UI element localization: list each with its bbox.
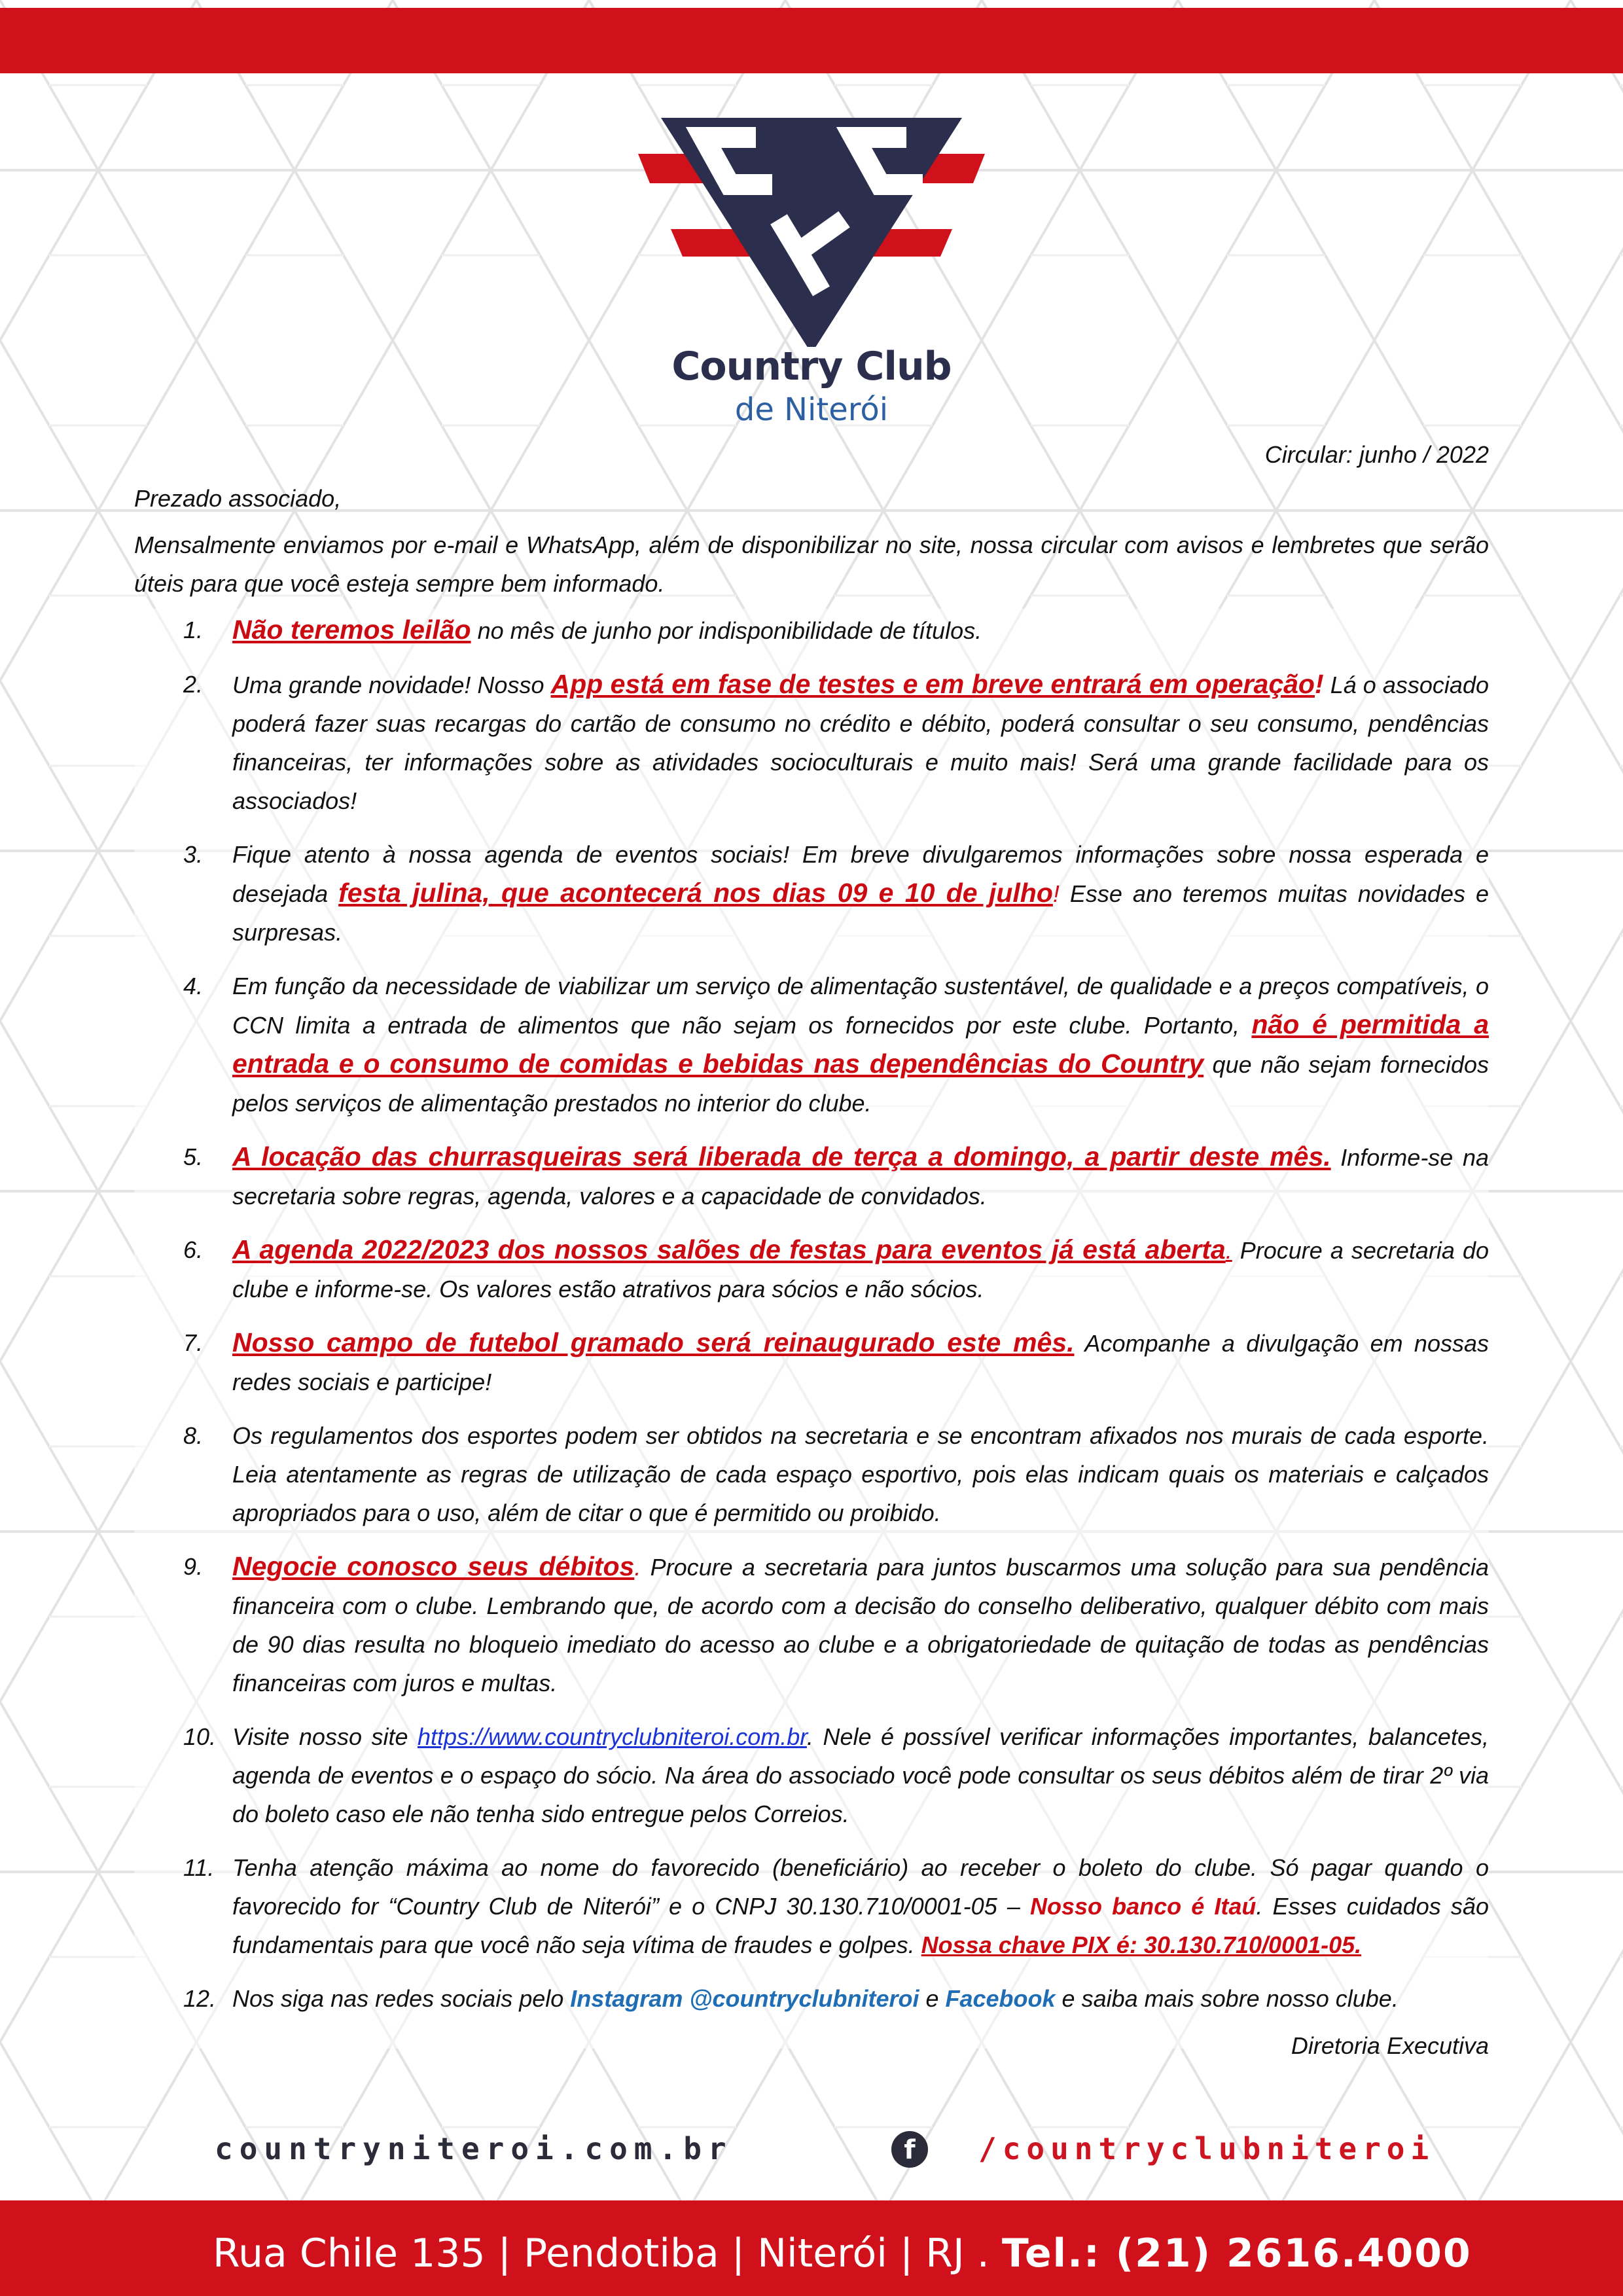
ccn-emblem — [632, 111, 991, 347]
item-text-pre: Fique atento à nossa agenda de eventos sociais! Em breve divulgaremos informações sobre nossa esperada e desejada — [232, 841, 1489, 907]
list-item-8 — [134, 1416, 1489, 1532]
instagram-link[interactable]: Instagram @countryclubniteroi — [570, 1985, 919, 2012]
item-text: Acompanhe a divulgação em nossas redes sociais e participe! — [232, 1330, 1489, 1395]
top-red-band — [0, 8, 1623, 73]
footer-address — [213, 2231, 1522, 2276]
list-item-10 — [134, 1717, 1489, 1833]
item-number: 10. — [183, 1723, 217, 1750]
item-text: Procure a secretaria para juntos buscarmos uma solução para sua pendência financeira com o clube. Lembrando que, de acordo com a decisão do conselho deliberativo, qualquer débito com mais de 90 dias resulta no bloqueio imediato do acesso ao clube e a obrigatoriedade de quitação de todas as pendências financeiras com juros e multas. — [232, 1554, 1489, 1696]
item-highlight: A agenda 2022/2023 dos nossos salões de festas para eventos já está aberta — [232, 1234, 1226, 1265]
item-mark: . — [1225, 1237, 1232, 1264]
facebook-link[interactable]: Facebook — [945, 1985, 1056, 2012]
item-text-pre: Uma grande novidade! Nosso — [232, 672, 551, 698]
address-text: Rua Chile 135 | Pendotiba | Niterói | RJ . — [213, 2231, 1002, 2276]
item-text-pre: Tenha atenção máxima ao nome do favorecido (beneficiário) ao receber o boleto do clube. Só pagar quando o favorecido for “Country Club de Niterói” e o CNPJ 30.130.710/0001-05 – — [232, 1854, 1489, 1920]
item-text: Lá o associado poderá fazer suas recargas do cartão de consumo no crédito e débito, poderá consultar o seu consumo, pendências financeiras, ter informações sobre as atividades socioculturais e muito mais! Será uma grande facilidade para os associados! — [232, 672, 1489, 814]
item-text: Informe-se na secretaria sobre regras, agenda, valores e a capacidade de convidados. — [232, 1144, 1489, 1210]
item-number: 6. — [183, 1236, 204, 1263]
list-item-6 — [134, 1230, 1489, 1308]
item-mark: ! — [1314, 669, 1324, 699]
list-item-2 — [134, 665, 1489, 820]
club-logo — [632, 111, 991, 432]
pix-key-notice: Nossa chave PIX é: 30.130.710/0001-05. — [921, 1931, 1362, 1958]
list-item-5 — [134, 1138, 1489, 1215]
item-number: 2. — [183, 671, 204, 698]
item-highlight: Não teremos leilão — [232, 615, 471, 645]
item-highlight: não é permitida a entrada e o consumo de comidas e bebidas nas dependências do Country — [232, 1009, 1489, 1079]
item-number: 9. — [183, 1553, 204, 1580]
logo-title: Country Club — [671, 344, 952, 389]
item-text: Procure a secretaria do clube e informe-se. Os valores estão atrativos para sócios e não sócios. — [232, 1237, 1489, 1302]
item-highlight: App está em fase de testes e em breve entrará em operação — [550, 669, 1315, 699]
item-mark: ! — [1052, 880, 1060, 907]
item-highlight: Nosso campo de futebol gramado será reinaugurado este mês. — [232, 1327, 1075, 1357]
item-text: que não sejam fornecidos pelos serviços de alimentação prestados no interior do clube. — [232, 1051, 1489, 1117]
footer-social-handle[interactable]: /countryclubniteroi — [978, 2131, 1435, 2166]
item-text-pre: Nos siga nas redes sociais pelo — [232, 1985, 571, 2012]
item-text: . Nele é possível verificar informações importantes, balancetes, agenda de eventos e o espaço do sócio. Na área do associado você pode consultar os seus débitos além de tirar 2º via do boleto caso ele não tenha sido entregue pelos Correios. — [232, 1723, 1489, 1827]
website-link[interactable]: https://www.countryclubniteroi.com.br — [418, 1723, 807, 1750]
item-highlight: A locação das churrasqueiras será liberada de terça a domingo, a partir deste mês. — [232, 1141, 1331, 1172]
list-item-3 — [134, 835, 1489, 952]
item-number: 12. — [183, 1985, 217, 2012]
circular-body — [134, 435, 1489, 2065]
item-highlight: Negocie conosco seus débitos — [232, 1551, 635, 1581]
item-number: 1. — [183, 617, 204, 643]
item-text-and: e — [919, 1985, 946, 2012]
item-text-pre: Visite nosso site — [232, 1723, 418, 1750]
item-number: 4. — [183, 973, 204, 999]
item-mark: . — [634, 1554, 641, 1581]
item-text: e saiba mais sobre nosso clube. — [1055, 1985, 1399, 2012]
item-number: 11. — [183, 1854, 215, 1881]
item-number: 7. — [183, 1329, 204, 1356]
phone-number: Tel.: (21) 2616.4000 — [1001, 2231, 1472, 2276]
item-text: Esse ano teremos muitas novidades e surpresas. — [232, 880, 1489, 946]
list-item-7 — [134, 1323, 1489, 1401]
footer-contacts — [0, 2127, 1623, 2176]
circular-date: Circular: junho / 2022 — [1264, 441, 1489, 468]
list-item-11 — [134, 1848, 1489, 1964]
item-number: 8. — [183, 1422, 204, 1449]
item-number: 3. — [183, 841, 204, 868]
item-text: Os regulamentos dos esportes podem ser obtidos na secretaria e se encontram afixados nos murais de cada esporte. Leia atentamente as regras de utilização de cada espaço esportivo, pois elas indicam quais os materiais e calçados apropriados para o uso, além de citar o que é permitido ou proibido. — [232, 1422, 1489, 1526]
greeting: Prezado associado, — [134, 485, 342, 512]
footer-website[interactable]: countryniteroi.com.br — [215, 2131, 733, 2166]
bank-notice: Nosso banco é Itaú — [1029, 1893, 1257, 1920]
intro-paragraph: Mensalmente enviamos por e-mail e WhatsApp, além de disponibilizar no site, nossa circular com avisos e lembretes que serão úteis para que você esteja sempre bem informado. — [134, 531, 1489, 597]
item-number: 5. — [183, 1143, 204, 1170]
list-item-1 — [134, 611, 1489, 650]
list-item-9 — [134, 1547, 1489, 1702]
facebook-icon: f — [891, 2131, 928, 2168]
item-text: no mês de junho por indisponibilidade de títulos. — [471, 617, 982, 644]
item-highlight: festa julina, que acontecerá nos dias 09 e 10 de julho — [338, 878, 1053, 908]
list-item-4 — [134, 967, 1489, 1122]
signature: Diretoria Executiva — [1291, 2032, 1489, 2059]
item-text-pre: Em função da necessidade de viabilizar um serviço de alimentação sustentável, de qualidade e a preços compatíveis, o CCN limita a entrada de alimentos que não sejam os fornecidos por este clube. Portanto, — [232, 973, 1489, 1039]
list-item-12 — [134, 1979, 1489, 2018]
logo-subtitle: de Niterói — [734, 391, 889, 428]
item-text-mid: . Esses cuidados são fundamentais para que você não seja vítima de fraudes e golpes. — [232, 1893, 1489, 1958]
